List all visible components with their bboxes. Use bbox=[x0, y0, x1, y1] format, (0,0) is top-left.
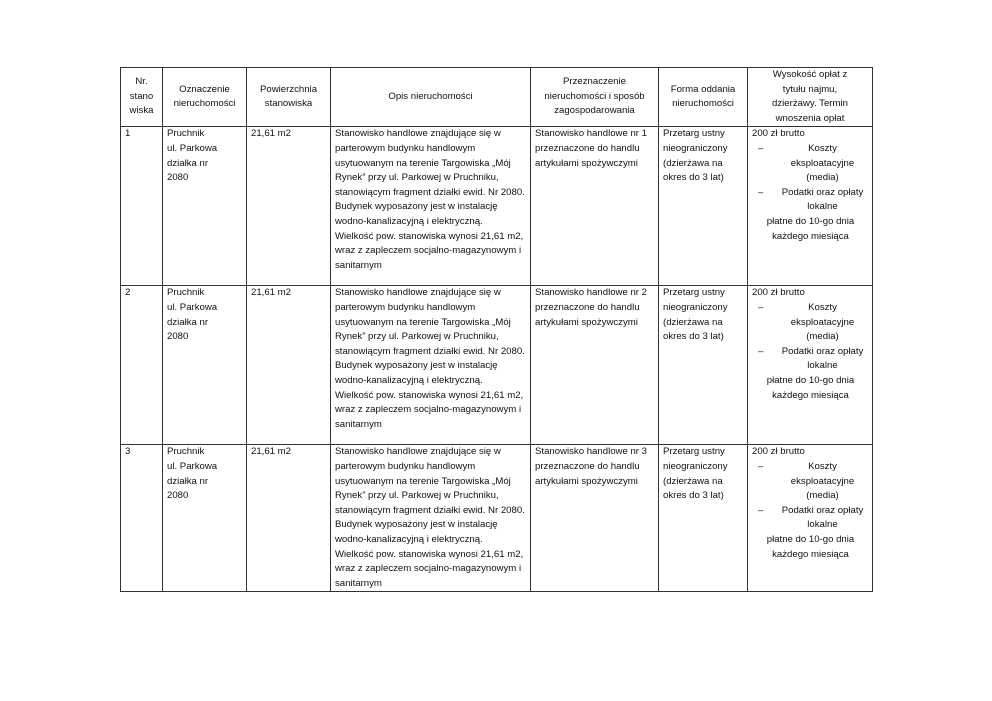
header-nr: Nr. stano wiska bbox=[121, 68, 163, 127]
cell-opis: Stanowisko handlowe znajdujące się w parterowym budynku handlowym usytuowanym na terenie Targowiska „Mój Rynek” przy ul. Parkowej w Pruchniku, stanowiącym fragment działki ewid. Nr 2080. Budynek wyposażony jest w instalację wodno-kanalizacyjną i elektryczną. Wielkość pow. stanowiska wynosi 21,61 m2, wraz z zapleczem socjalno-magazynowym i sanitarnym bbox=[331, 127, 531, 286]
header-opis: Opis nieruchomości bbox=[331, 68, 531, 127]
cell-nr: 2 bbox=[121, 286, 163, 445]
header-oznaczenie: Oznaczenie nieruchomości bbox=[163, 68, 247, 127]
table-body bbox=[121, 127, 873, 592]
fee-item-label: Podatki oraz opłaty lokalne bbox=[781, 504, 864, 531]
header-oplaty: Wysokość opłat z tytułu najmu, dzierżawy. Termin wnoszenia opłat bbox=[748, 68, 873, 127]
cell-przeznaczenie: Stanowisko handlowe nr 3 przeznaczone do handlu artykułami spożywczymi bbox=[531, 445, 659, 592]
cell-oplaty bbox=[748, 286, 873, 445]
cell-oplaty bbox=[748, 445, 873, 592]
dash-bullet-icon: – bbox=[758, 504, 764, 516]
header-powierzchnia: Powierzchnia stanowiska bbox=[247, 68, 331, 127]
table-row bbox=[121, 127, 873, 286]
header-row bbox=[121, 68, 873, 127]
dash-bullet-icon: – bbox=[758, 186, 764, 198]
header-przeznaczenie: Przeznaczenie nieruchomości i sposób zagospodarowania bbox=[531, 68, 659, 127]
cell-przeznaczenie: Stanowisko handlowe nr 1 przeznaczone do handlu artykułami spożywczymi bbox=[531, 127, 659, 286]
dash-bullet-icon: – bbox=[758, 460, 764, 472]
fee-list-item bbox=[752, 186, 869, 215]
fee-item-label: Koszty eksploatacyjne (media) bbox=[790, 460, 855, 502]
fee-list-item bbox=[752, 142, 869, 186]
fee-price: 200 zł brutto bbox=[752, 446, 805, 458]
fee-item-label: Podatki oraz opłaty lokalne bbox=[781, 186, 864, 213]
fee-list bbox=[752, 460, 869, 533]
cell-nr: 1 bbox=[121, 127, 163, 286]
fee-note: płatne do 10-go dnia każdego miesiąca bbox=[766, 374, 855, 401]
cell-opis: Stanowisko handlowe znajdujące się w parterowym budynku handlowym usytuowanym na terenie Targowiska „Mój Rynek” przy ul. Parkowej w Pruchniku, stanowiącym fragment działki ewid. Nr 2080. Budynek wyposażony jest w instalację wodno-kanalizacyjną i elektryczną. Wielkość pow. stanowiska wynosi 21,61 m2, wraz z zapleczem socjalno-magazynowym i sanitarnym bbox=[331, 445, 531, 592]
lease-table bbox=[120, 67, 873, 592]
fee-list-item bbox=[752, 301, 869, 345]
fee-item-label: Podatki oraz opłaty lokalne bbox=[781, 345, 864, 372]
cell-przeznaczenie: Stanowisko handlowe nr 2 przeznaczone do handlu artykułami spożywczymi bbox=[531, 286, 659, 445]
fee-item-label: Koszty eksploatacyjne (media) bbox=[790, 142, 855, 184]
fee-list-item bbox=[752, 460, 869, 504]
table-row bbox=[121, 286, 873, 445]
dash-bullet-icon: – bbox=[758, 301, 764, 313]
fee-note: płatne do 10-go dnia każdego miesiąca bbox=[766, 533, 855, 560]
cell-nr: 3 bbox=[121, 445, 163, 592]
cell-forma: Przetarg ustny nieograniczony (dzierżawa na okres do 3 lat) bbox=[659, 286, 748, 445]
cell-oznaczenie: Pruchnik ul. Parkowa działka nr 2080 bbox=[163, 445, 247, 592]
cell-oplaty bbox=[748, 127, 873, 286]
cell-oznaczenie: Pruchnik ul. Parkowa działka nr 2080 bbox=[163, 286, 247, 445]
cell-opis: Stanowisko handlowe znajdujące się w parterowym budynku handlowym usytuowanym na terenie Targowiska „Mój Rynek” przy ul. Parkowej w Pruchniku, stanowiącym fragment działki ewid. Nr 2080. Budynek wyposażony jest w instalację wodno-kanalizacyjną i elektryczną. Wielkość pow. stanowiska wynosi 21,61 m2, wraz z zapleczem socjalno-magazynowym i sanitarnym bbox=[331, 286, 531, 445]
cell-powierzchnia: 21,61 m2 bbox=[247, 127, 331, 286]
fee-list-item bbox=[752, 504, 869, 533]
cell-powierzchnia: 21,61 m2 bbox=[247, 286, 331, 445]
cell-forma: Przetarg ustny nieograniczony (dzierżawa na okres do 3 lat) bbox=[659, 127, 748, 286]
fee-price: 200 zł brutto bbox=[752, 287, 805, 299]
dash-bullet-icon: – bbox=[758, 345, 764, 357]
cell-powierzchnia: 21,61 m2 bbox=[247, 445, 331, 592]
table-header bbox=[121, 68, 873, 127]
cell-forma: Przetarg ustny nieograniczony (dzierżawa na okres do 3 lat) bbox=[659, 445, 748, 592]
header-forma: Forma oddania nieruchomości bbox=[659, 68, 748, 127]
fee-list bbox=[752, 301, 869, 374]
fee-note: płatne do 10-go dnia każdego miesiąca bbox=[766, 215, 855, 242]
table-row bbox=[121, 445, 873, 592]
cell-oznaczenie: Pruchnik ul. Parkowa działka nr 2080 bbox=[163, 127, 247, 286]
fee-item-label: Koszty eksploatacyjne (media) bbox=[790, 301, 855, 343]
fee-price: 200 zł brutto bbox=[752, 128, 805, 140]
fee-list bbox=[752, 142, 869, 215]
fee-list-item bbox=[752, 345, 869, 374]
dash-bullet-icon: – bbox=[758, 142, 764, 154]
